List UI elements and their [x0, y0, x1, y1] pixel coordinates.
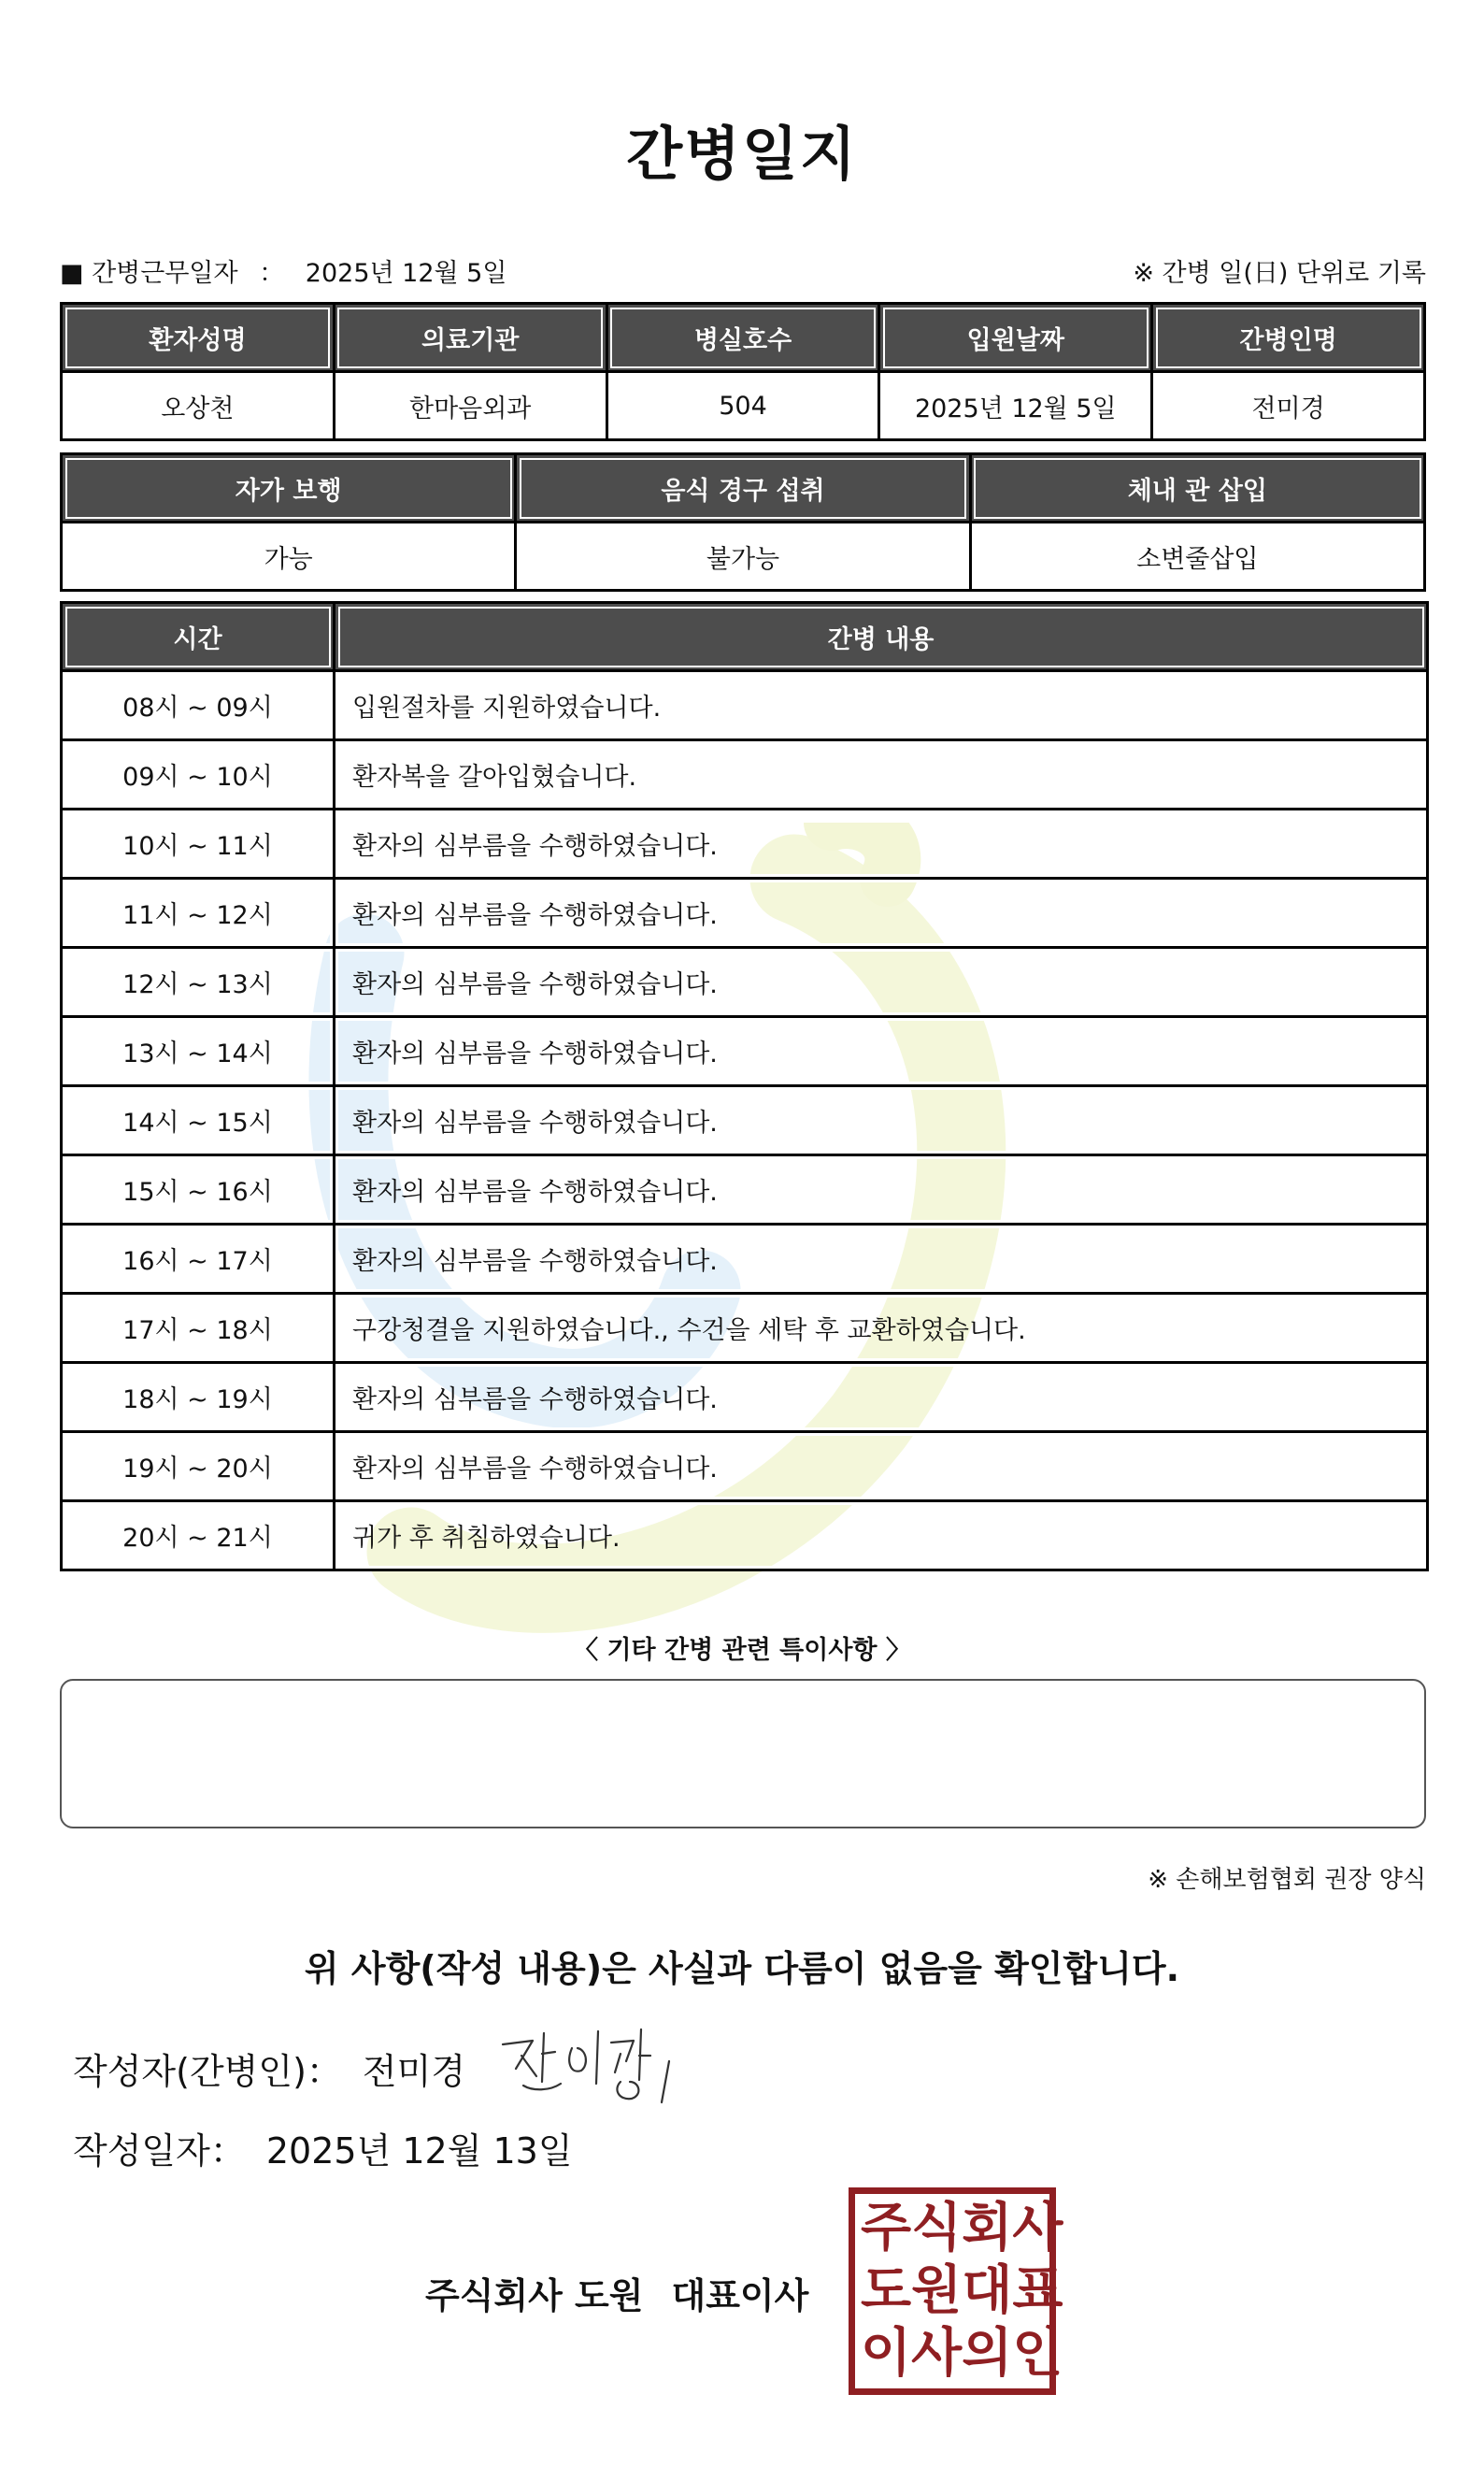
header-tube-insertion: 체내 관 삽입	[970, 454, 1424, 523]
header-admission-date: 입원날짜	[879, 304, 1152, 372]
content-cell: 환자의 심부름을 수행하였습니다.	[335, 948, 1428, 1017]
writer-line	[73, 2043, 465, 2094]
table-row	[62, 740, 1428, 810]
time-cell: 16시 ~ 17시	[62, 1225, 335, 1294]
table-row	[62, 1432, 1428, 1501]
content-cell: 환자의 심부름을 수행하였습니다.	[335, 1225, 1428, 1294]
table-row	[62, 671, 1428, 740]
table-row	[62, 1155, 1428, 1225]
time-cell: 15시 ~ 16시	[62, 1155, 335, 1225]
seal-row	[861, 2323, 1063, 2384]
table-row	[62, 1294, 1428, 1363]
seal-char: 회	[962, 2198, 1013, 2258]
content-cell: 환자의 심부름을 수행하였습니다.	[335, 810, 1428, 879]
room-number: 504	[606, 372, 879, 440]
table-row	[62, 948, 1428, 1017]
seal-char: 식	[911, 2198, 963, 2258]
company-representative: 대표이사	[671, 2275, 809, 2316]
patient-name: 오상천	[62, 372, 335, 440]
written-date-line	[73, 2122, 573, 2173]
time-cell: 20시 ~ 21시	[62, 1501, 335, 1570]
content-cell: 귀가 후 취침하였습니다.	[335, 1501, 1428, 1570]
header-walking: 자가 보행	[62, 454, 516, 523]
content-cell: 환자의 심부름을 수행하였습니다.	[335, 1017, 1428, 1086]
time-cell: 13시 ~ 14시	[62, 1017, 335, 1086]
seal-char: 사	[1012, 2198, 1063, 2258]
unit-note: ※ 간병 일(日) 단위로 기록	[1133, 259, 1426, 288]
walking-status: 가능	[62, 523, 516, 591]
table-row	[62, 879, 1428, 948]
confirmation-statement: 위 사항(작성 내용)은 사실과 다름이 없음을 확인합니다.	[304, 1948, 1180, 1989]
time-cell: 17시 ~ 18시	[62, 1294, 335, 1363]
admission-date: 2025년 12월 5일	[879, 372, 1152, 440]
seal-row	[861, 2260, 1063, 2321]
seal-char: 도	[861, 2260, 912, 2321]
remarks-title: 〈 기타 간병 관련 특이사항 〉	[573, 1636, 911, 1665]
content-cell: 입원절차를 지원하였습니다.	[335, 671, 1428, 740]
time-cell: 18시 ~ 19시	[62, 1363, 335, 1432]
table-row	[62, 1086, 1428, 1155]
content-cell: 환자의 심부름을 수행하였습니다.	[335, 1155, 1428, 1225]
recommend-note: ※ 손해보험협회 권장 양식	[1148, 1866, 1426, 1894]
seal-char: 이	[861, 2323, 912, 2384]
header-room: 병실호수	[606, 304, 879, 372]
time-cell: 19시 ~ 20시	[62, 1432, 335, 1501]
header-oral-intake: 음식 경구 섭취	[516, 454, 970, 523]
writer-name: 전미경	[362, 2051, 466, 2092]
header-time: 시간	[62, 603, 335, 671]
time-cell: 12시 ~ 13시	[62, 948, 335, 1017]
header-care-content: 간병 내용	[335, 603, 1428, 671]
writer-label: 작성자(간병인)：	[73, 2051, 342, 2092]
table-row	[62, 1225, 1428, 1294]
hospital: 한마음외과	[334, 372, 606, 440]
table-row	[62, 1363, 1428, 1432]
seal-char: 표	[1012, 2260, 1063, 2321]
caregiver-name: 전미경	[1152, 372, 1425, 440]
content-cell: 환자의 심부름을 수행하였습니다.	[335, 1086, 1428, 1155]
seal-char: 인	[1012, 2323, 1063, 2384]
content-cell: 구강청결을 지원하였습니다., 수건을 세탁 후 교환하였습니다.	[335, 1294, 1428, 1363]
time-cell: 14시 ~ 15시	[62, 1086, 335, 1155]
patient-info-table	[60, 302, 1426, 441]
handwritten-signature	[495, 2024, 682, 2108]
content-cell: 환자의 심부름을 수행하였습니다.	[335, 879, 1428, 948]
remarks-box	[60, 1679, 1426, 1828]
document-title: 간병일지	[626, 120, 858, 188]
oral-intake-status: 불가능	[516, 523, 970, 591]
company-name: 주식회사 도원	[425, 2275, 644, 2316]
time-cell: 10시 ~ 11시	[62, 810, 335, 879]
work-date	[60, 252, 507, 289]
table-row	[62, 1017, 1428, 1086]
work-date-separator: ：	[259, 259, 285, 288]
tube-insertion-status: 소변줄삽입	[970, 523, 1424, 591]
work-date-label: ■ 간병근무일자	[60, 259, 238, 288]
seal-char: 사	[911, 2323, 963, 2384]
seal-char: 주	[861, 2198, 912, 2258]
seal-row	[861, 2198, 1063, 2258]
patient-status-table	[60, 452, 1426, 592]
table-row	[62, 1501, 1428, 1570]
header-hospital: 의료기관	[334, 304, 606, 372]
work-date-value: 2025년 12월 5일	[305, 259, 507, 288]
company-seal-stamp	[849, 2187, 1063, 2395]
header-caregiver-name: 간병인명	[1152, 304, 1425, 372]
content-cell: 환자복을 갈아입혔습니다.	[335, 740, 1428, 810]
time-cell: 09시 ~ 10시	[62, 740, 335, 810]
seal-char: 대	[962, 2260, 1013, 2321]
seal-char: 의	[962, 2323, 1013, 2384]
company-line	[425, 2267, 808, 2318]
content-cell: 환자의 심부름을 수행하였습니다.	[335, 1363, 1428, 1432]
written-date-label: 작성일자：	[73, 2130, 246, 2172]
seal-char: 원	[911, 2260, 963, 2321]
time-cell: 08시 ~ 09시	[62, 671, 335, 740]
care-log-table	[60, 601, 1429, 1571]
time-cell: 11시 ~ 12시	[62, 879, 335, 948]
table-row	[62, 810, 1428, 879]
header-patient-name: 환자성명	[62, 304, 335, 372]
content-cell: 환자의 심부름을 수행하였습니다.	[335, 1432, 1428, 1501]
written-date-value: 2025년 12월 13일	[265, 2130, 573, 2172]
